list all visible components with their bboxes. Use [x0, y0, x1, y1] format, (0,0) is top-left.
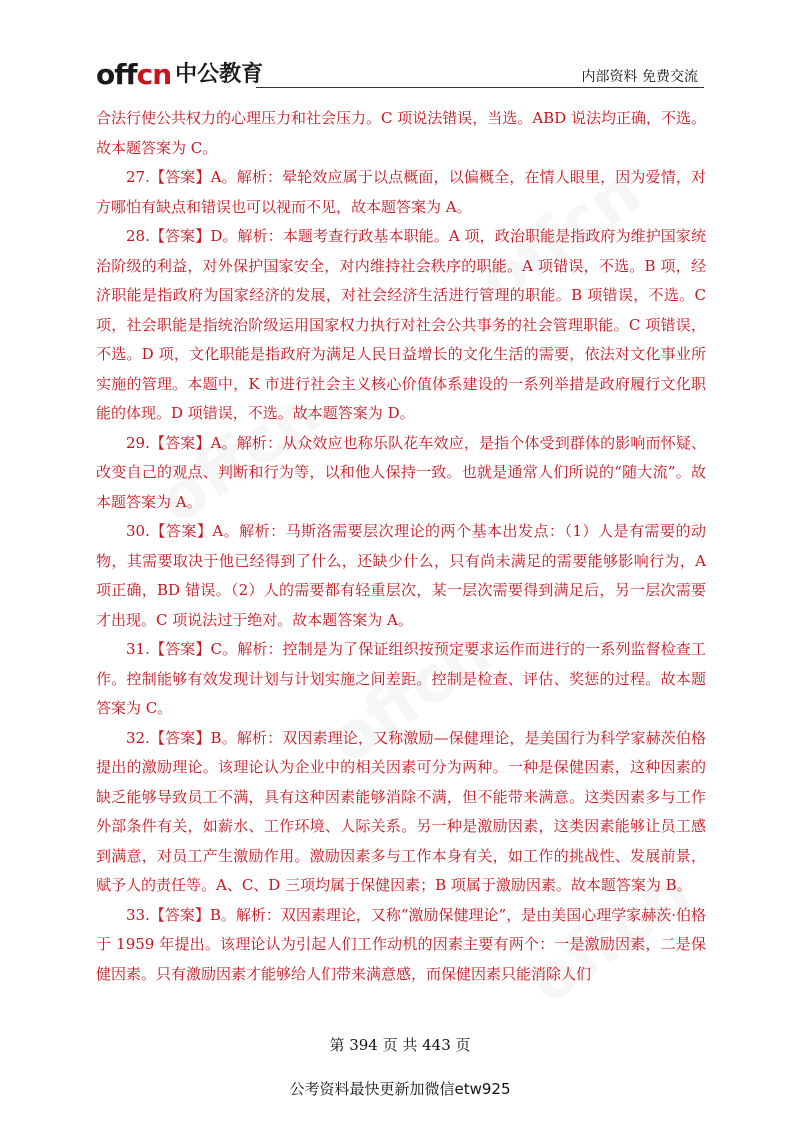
- logo-latin-cn: cn: [136, 58, 172, 91]
- logo-latin-off: off: [96, 58, 137, 91]
- paragraph-continuation: 合法行使公共权力的心理压力和社会压力。C 项说法错误，当选。ABD 说法均正确，不选。故本题答案为 C。: [96, 109, 706, 157]
- header-note: 内部资料 免费交流: [581, 69, 698, 85]
- answer-31: 31.【答案】C。解析：控制是为了保证组织按预定要求运作而进行的一系列监督检查工作。控制能够有效发现计划与计划实施之间差距。控制是检查、评估、奖惩的过程。故本题答案为 C。: [96, 640, 706, 717]
- answer-27: 27.【答案】A。解析：晕轮效应属于以点概面，以偏概全，在情人眼里，因为爱情，对方哪怕有缺点和错误也可以视而不见，故本题答案为 A。: [96, 168, 706, 216]
- footer-note: 公考资料最快更新加微信etw925: [289, 1080, 511, 1098]
- header-rule: [256, 87, 704, 88]
- page-header: [96, 56, 704, 94]
- logo-chinese: 中公教育: [175, 62, 264, 87]
- answer-33: 33.【答案】B。解析：双因素理论，又称“激励保健理论”，是由美国心理学家赫茨·伯格于 1959 年提出。该理论认为引起人们工作动机的因素主要有两个：一是激励因素，二是保健因素。只有激励因素才能够给人们带来满意感，而保健因素只能消除人们: [96, 905, 706, 983]
- offcn-logo: [96, 56, 263, 90]
- answer-explanations: [96, 104, 706, 989]
- answer-29: 29.【答案】A。解析：从众效应也称乐队花车效应，是指个体受到群体的影响而怀疑、改变自己的观点、判断和行为等，以和他人保持一致。也就是通常人们所说的“随大流”。故本题答案为 A。: [96, 433, 706, 511]
- page-number: 第 394 页 共 443 页: [329, 1036, 471, 1054]
- answer-28: 28.【答案】D。解析：本题考查行政基本职能。A 项，政治职能是指政府为维护国家统治阶级的利益，对外保护国家安全，对内维持社会秩序的职能。A 项错误，不选。B 项，经济职能是指政府为国家经济的发展，对社会经济生活进行管理的职能。B 项错误，不选。C 项，社会职能是指统治阶级运用国家权力执行对社会公共事务的社会管理职能。C 项错误，不选。D 项，文化职能是指政府为满足人民日益增长的文化生活的需要，依法对文化事业所实施的管理。本题中，K 市进行社会主义核心价值体系建设的一系列举措是政府履行文化职能的体现。D 项错误，不选。故本题答案为 D。: [96, 227, 706, 422]
- logo-latin: [96, 60, 171, 90]
- answer-32: 32.【答案】B。解析：双因素理论，又称激励—保健理论，是美国行为科学家赫茨伯格提出的激励理论。该理论认为企业中的相关因素可分为两种。一种是保健因素，这种因素的缺乏能够导致员工不满，具有这种因素能够消除不满，但不能带来满意。这类因素多与工作外部条件有关，如薪水、工作环境、人际关系。另一种是激励因素，这类因素能够让员工感到满意，对员工产生激励作用。激励因素多与工作本身有关，如工作的挑战性、发展前景，赋予人的责任等。A、C、D 三项均属于保健因素；B 项属于激励因素。故本题答案为 B。: [96, 728, 706, 894]
- answer-30: 30.【答案】A。解析：马斯洛需要层次理论的两个基本出发点：（1）人是有需要的动物，其需要取决于他已经得到了什么，还缺少什么，只有尚未满足的需要能够影响行为，A 项正确，BD 错误。（2）人的需要都有轻重层次，某一层次需要得到满足后，另一层次需要才出现。C 项说法过于绝对。故本题答案为 A。: [96, 522, 706, 629]
